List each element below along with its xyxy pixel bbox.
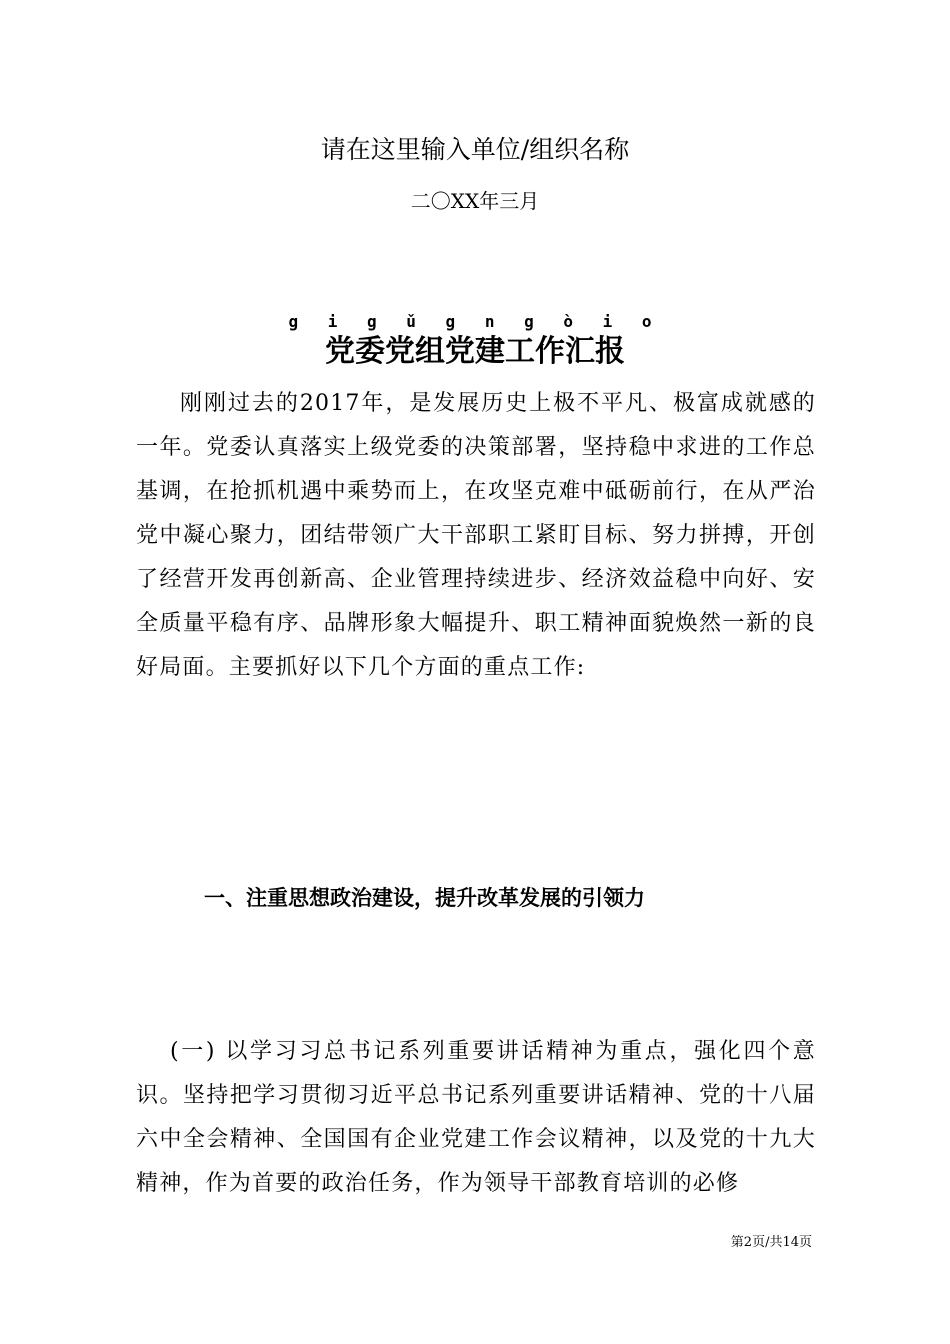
intro-paragraph: 刚刚过去的2017年，是发展历史上极不平凡、极富成就感的一年。党委认真落实上级党委的决策部署，坚持稳中求进的工作总基调，在抢抓机遇中乘势而上，在攻坚克难中砥砺前行，在从严治党中凝心聚力，团结带领广大干部职工紧盯目标、努力拼搏，开创了经营开发再创新高、企业管理持续进步、经济效益稳中向好、安全质量平稳有序、品牌形象大幅提升、职工精神面貌焕然一新的良好局面。主要抓好以下几个方面的重点工作: — [136, 391, 816, 680]
organization-name: 请在这里输入单位/组织名称 — [320, 135, 630, 164]
page-number-footer: 第2页/共14页 — [730, 1235, 812, 1250]
date-line: 二〇XX年三月 — [410, 189, 540, 213]
pinyin-annotation: g i g ǔ g n g ò i o — [288, 312, 662, 331]
document-title: 党委党组党建工作汇报 — [325, 334, 625, 369]
body-paragraph: (一) 以学习习总书记系列重要讲话精神为重点，强化四个意识。坚持把学习贯彻习近平总书记系列重要讲话精神、党的十八届六中全会精神、全国国有企业党建工作会议精神，以及党的十九大精神，作为首要的政治任务，作为领导干部教育培训的必修 — [136, 1039, 816, 1196]
section-heading: 一、注重思想政治建设，提升改革发展的引领力 — [204, 885, 645, 910]
